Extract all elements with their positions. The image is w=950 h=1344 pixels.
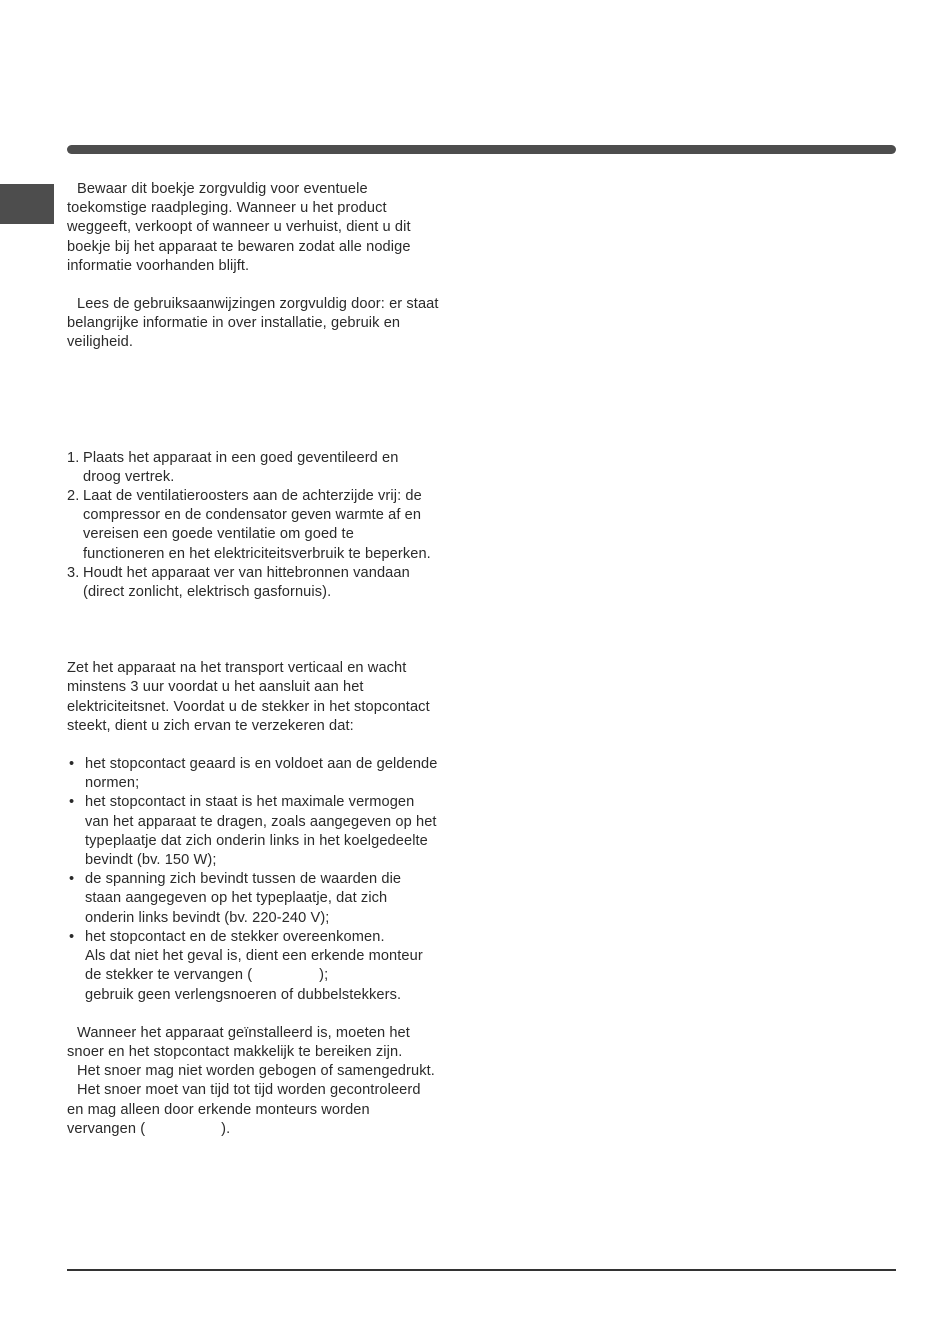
- electrical-intro-paragraph: Zet het apparaat na het transport verticaal en wacht minstens 3 uur voordat u het aansluit aan het elektriciteitsnet. Voordat u de stekker in het stopcontact steekt, dient u zich ervan te verzekeren dat:: [67, 660, 430, 734]
- checklist-item-grounded: [67, 755, 439, 793]
- electrical-checklist: [67, 755, 439, 1005]
- checklist-item-text: het stopcontact geaard is en voldoet aan de geldende normen;: [85, 756, 438, 792]
- note-cord-check-end: ).: [221, 1120, 231, 1137]
- placement-item-2: [67, 487, 439, 564]
- placement-item-number: 3.: [67, 564, 80, 581]
- checklist-item-voltage: [67, 870, 439, 928]
- placement-item-1: [67, 449, 439, 487]
- language-tab-marker: [0, 184, 54, 224]
- placement-item-text: Laat de ventilatieroosters aan de achterzijde vrij: de compressor en de condensator geven warmte af en vereisen een goede ventilatie om goed te functioneren en het elektriciteitsverbruik te beperken.: [83, 488, 431, 562]
- bullet-icon: •: [69, 928, 75, 945]
- checklist-item-line: Als dat niet het geval is, dient een erkende monteur de stekker te vervangen (: [85, 948, 423, 984]
- note-cord-check-text: Het snoer moet van tijd tot tijd worden gecontroleerd en mag alleen door erkende monteurs worden vervangen (: [67, 1082, 421, 1137]
- bottom-divider-line: [67, 1269, 896, 1271]
- checklist-item-plug-match: [67, 928, 439, 1005]
- intro-paragraph-read-instructions: Lees de gebruiksaanwijzingen zorgvuldig door: er staat belangrijke informatie in over installatie, gebruik en veiligheid.: [67, 296, 439, 351]
- checklist-item-text: het stopcontact in staat is het maximale vermogen van het apparaat te dragen, zoals aangegeven op het typeplaatje dat zich onderin links in het koelgedeelte bevindt (bv. 150 W);: [85, 794, 437, 869]
- placement-list: [67, 449, 439, 603]
- note-cord-accessible: Wanneer het apparaat geïnstalleerd is, moeten het snoer en het stopcontact makkelijk te bereiken zijn.: [67, 1024, 410, 1060]
- placement-item-number: 2.: [67, 488, 80, 505]
- note-cord-check: [67, 1081, 439, 1139]
- note-cord-not-bent: Het snoer mag niet worden gebogen of samengedrukt.: [77, 1063, 435, 1080]
- intro-paragraph-keep-manual: Bewaar dit boekje zorgvuldig voor eventuele toekomstige raadpleging. Wanneer u het product weggeeft, verkoopt of wanneer u verhuist, dient u dit boekje bij het apparaat te bewaren zodat alle nodige informatie voorhanden blijft.: [67, 181, 411, 274]
- checklist-item-text: de spanning zich bevindt tussen de waarden die staan aangegeven op het typeplaatje, dat zich onderin links bevindt (bv. 220-240 V);: [85, 871, 402, 926]
- checklist-item-power-capacity: [67, 793, 439, 870]
- bullet-icon: •: [69, 756, 75, 773]
- placement-item-3: [67, 564, 439, 602]
- bullet-icon: •: [69, 871, 75, 888]
- placement-item-text: Plaats het apparaat in een goed geventileerd en droog vertrek.: [83, 449, 399, 485]
- placement-item-number: 1.: [67, 449, 80, 466]
- bullet-icon: •: [69, 794, 75, 811]
- placement-item-text: Houdt het apparaat ver van hittebronnen vandaan (direct zonlicht, elektrisch gasfornuis).: [83, 564, 410, 601]
- top-divider-bar: [67, 145, 896, 154]
- checklist-item-line-end: );: [319, 967, 329, 984]
- text-column: [67, 180, 439, 1139]
- checklist-item-line: het stopcontact en de stekker overeenkomen.: [85, 928, 385, 945]
- checklist-item-line: gebruik geen verlengsnoeren of dubbelstekkers.: [85, 986, 402, 1003]
